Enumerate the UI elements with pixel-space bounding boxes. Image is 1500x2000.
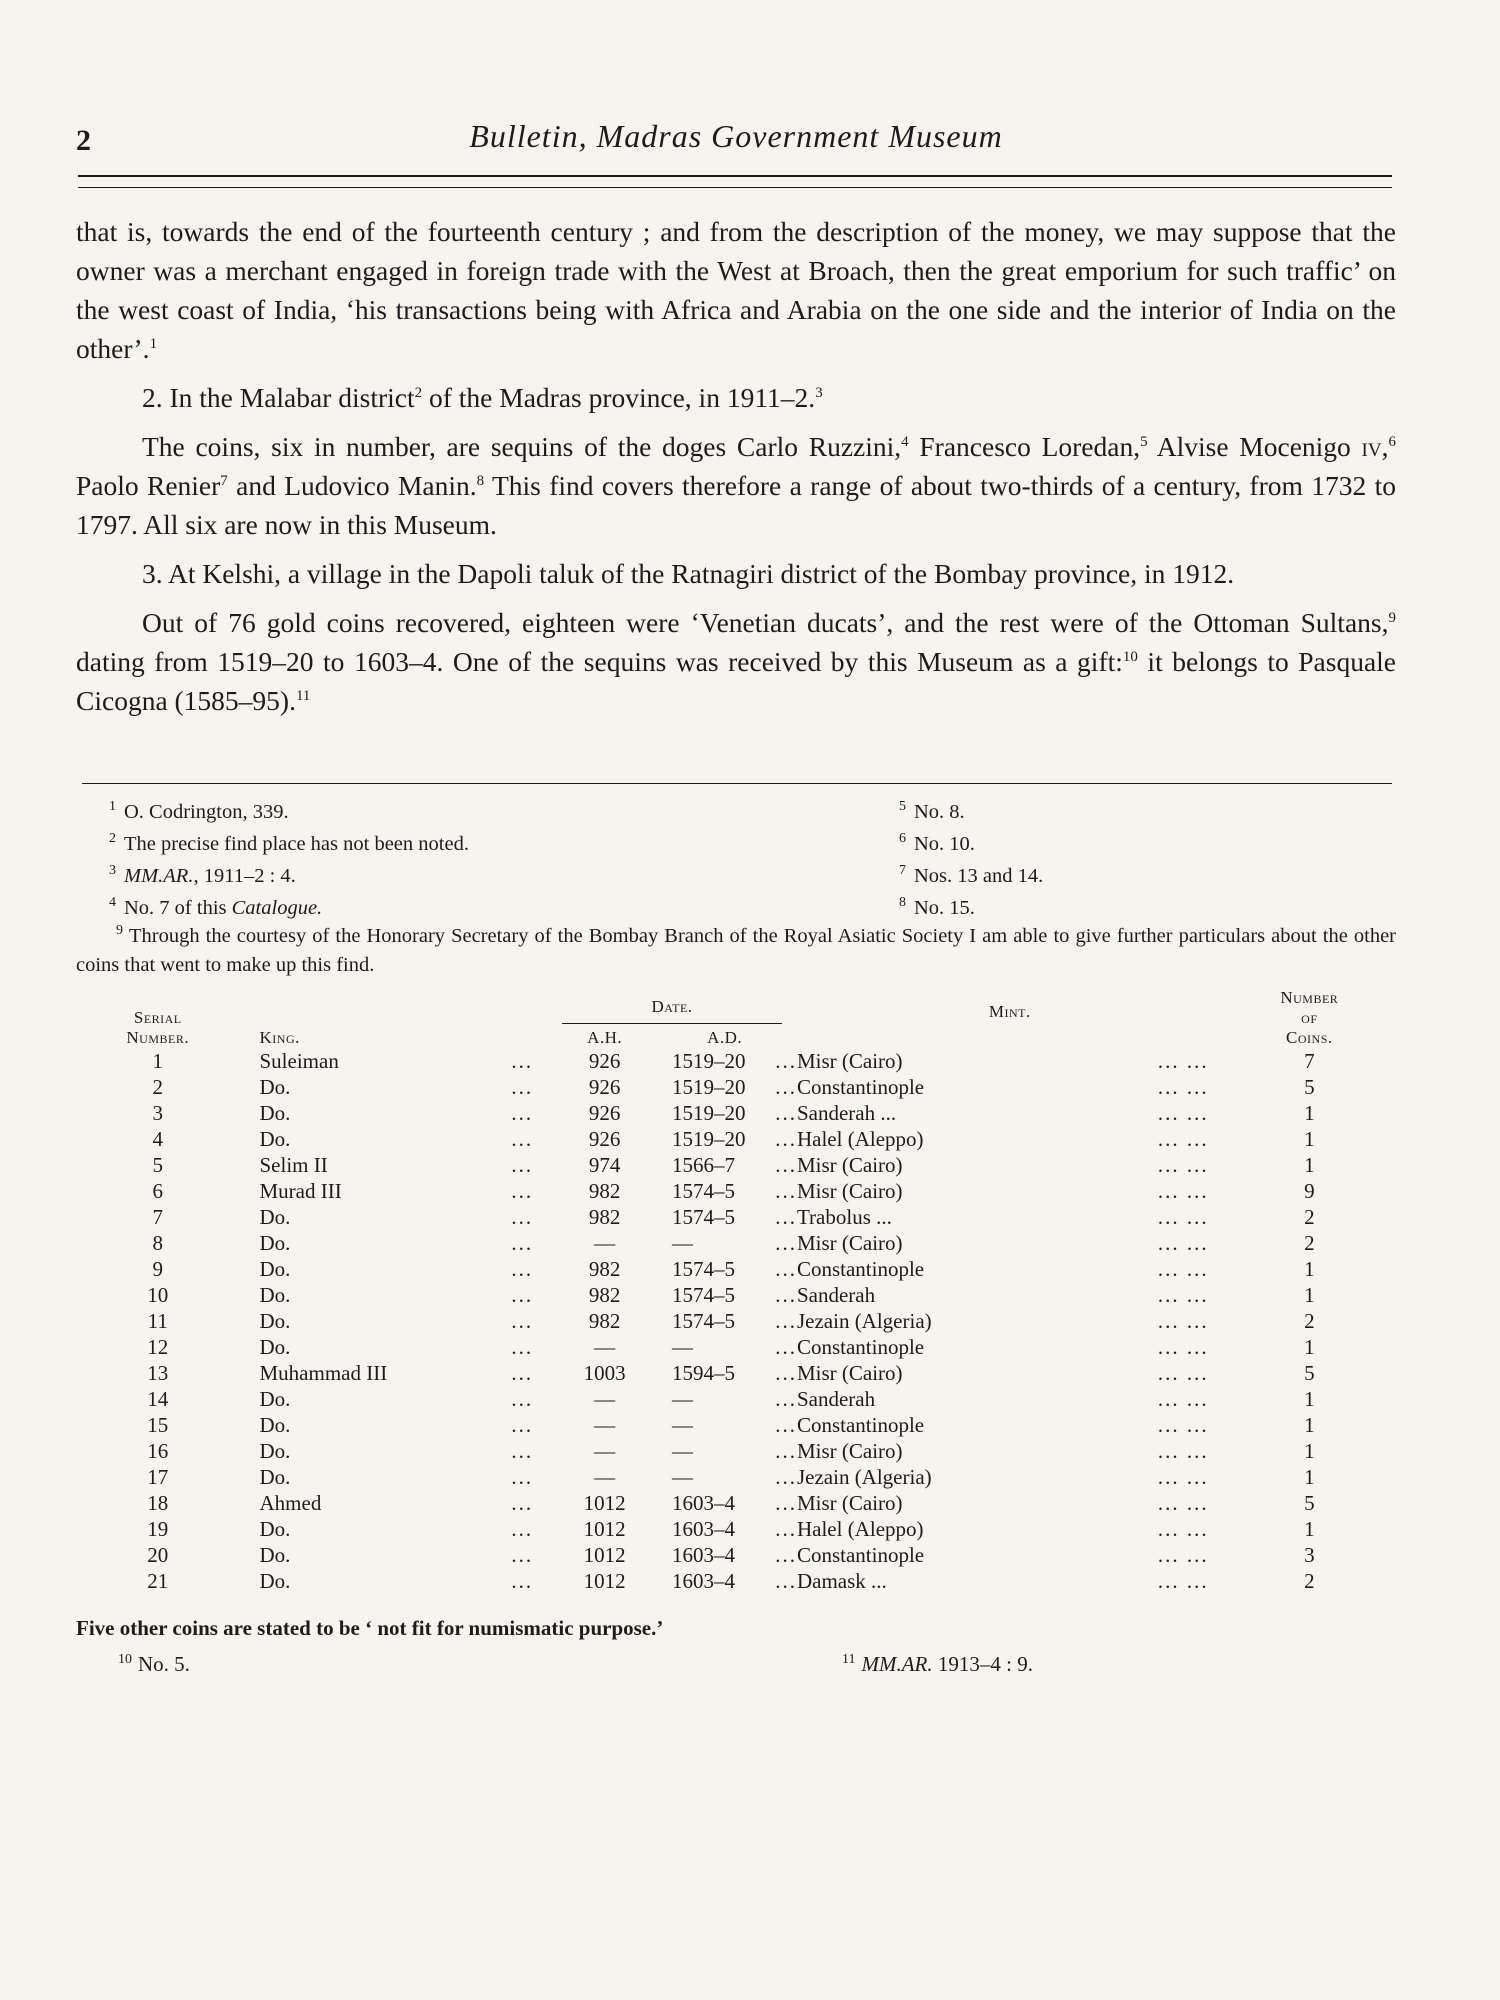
cell-ad: 1603–4 ...: [672, 1491, 797, 1515]
footnote-11: $^{11}$ MM.AR. 1913–4 : 9.: [842, 1652, 1033, 1676]
table-row: [76, 1282, 1396, 1308]
footnotes: [76, 796, 1396, 980]
cell-serial: 21: [147, 1569, 169, 1593]
cell-ah: 1012: [583, 1569, 626, 1593]
cell-count: 1: [1304, 1413, 1315, 1437]
cell-ah: 1003: [583, 1361, 626, 1385]
cell-mint: Halel (Aleppo) ... ...: [796, 1517, 1209, 1541]
cell-ad: 1519–20 ...: [672, 1049, 797, 1073]
header-number: Number of Coins.: [1280, 988, 1339, 1047]
table-row: [76, 1568, 1396, 1594]
cell-count: 1: [1304, 1257, 1315, 1281]
cell-ad: — ...: [672, 1465, 797, 1489]
cell-ah: 1012: [583, 1517, 626, 1541]
cell-serial: 10: [147, 1283, 169, 1307]
cell-ah: —: [594, 1231, 616, 1255]
paragraph-5: Out of 76 gold coins recovered, eighteen were ‘Venetian ducats’, and the rest were of the Ottoman Sultans,$^9$ dating from 1519–20 to 1603–4. One of the sequins was received by this Museum as a gift:$^{10}$ it belongs to Pasquale Cicogna (1585–95).$^{11}$: [76, 607, 1396, 716]
cell-ad: — ...: [672, 1387, 797, 1411]
cell-ah: 926: [588, 1101, 621, 1125]
cell-king: Do. ...: [259, 1569, 534, 1593]
cell-ad: 1519–20 ...: [672, 1127, 797, 1151]
cell-king: Do. ...: [259, 1335, 534, 1359]
table-row: [76, 1386, 1396, 1412]
table-row: [76, 1126, 1396, 1152]
cell-mint: Constantinople ... ...: [796, 1413, 1209, 1437]
cell-serial: 5: [152, 1153, 163, 1177]
cell-mint: Misr (Cairo) ... ...: [796, 1231, 1209, 1255]
table-row: [76, 1100, 1396, 1126]
cell-count: 1: [1304, 1335, 1315, 1359]
cell-mint: Sanderah ... ...: [796, 1387, 1209, 1411]
cell-king: Do. ...: [259, 1075, 534, 1099]
cell-ah: 982: [588, 1257, 621, 1281]
cell-king: Do. ...: [259, 1465, 534, 1489]
cell-serial: 16: [147, 1439, 169, 1463]
closing-note: Five other coins are stated to be ‘ not fit for numismatic purpose.’: [76, 1616, 664, 1640]
table-body: [76, 1048, 1396, 1594]
cell-ah: 982: [588, 1283, 621, 1307]
cell-ad: 1519–20 ...: [672, 1075, 797, 1099]
cell-count: 2: [1304, 1309, 1315, 1333]
cell-mint: Halel (Aleppo) ... ...: [796, 1127, 1209, 1151]
cell-ad: 1574–5 ...: [672, 1309, 797, 1333]
table-row: [76, 1178, 1396, 1204]
cell-count: 1: [1304, 1283, 1315, 1307]
header-date: Date. A.H. A.D.: [547, 988, 797, 1048]
table-row: [76, 1204, 1396, 1230]
cell-serial: 13: [147, 1361, 169, 1385]
cell-serial: 4: [152, 1127, 163, 1151]
paragraph-1: that is, towards the end of the fourteenth century ; and from the description of the money, we may suppose that the owner was a merchant engaged in foreign trade with the West at Broach, then the great emporium for such traffic’ on the west coast of India, ‘his transactions being with Africa and Arabia on the one side and the interior of India on the other’.$^1$: [76, 216, 1396, 364]
header-king: King.: [259, 1028, 300, 1047]
cell-ah: —: [594, 1335, 616, 1359]
cell-mint: Misr (Cairo) ... ...: [796, 1361, 1209, 1385]
cell-mint: Constantinople ... ...: [796, 1075, 1209, 1099]
footnote-6: 6 No. 10.: [899, 831, 975, 855]
cell-serial: 12: [147, 1335, 169, 1359]
cell-king: Do. ...: [259, 1257, 534, 1281]
cell-serial: 9: [152, 1257, 163, 1281]
cell-ad: 1566–7 ...: [672, 1153, 797, 1177]
header-rule: [78, 175, 1392, 188]
cell-king: Do. ...: [259, 1309, 534, 1333]
table-row: [76, 1256, 1396, 1282]
cell-serial: 20: [147, 1543, 169, 1567]
cell-serial: 3: [152, 1101, 163, 1125]
cell-serial: 1: [152, 1049, 163, 1073]
footnote-1: 1 O. Codrington, 339.: [109, 799, 289, 823]
cell-mint: Constantinople ... ...: [796, 1335, 1209, 1359]
cell-ad: 1574–5 ...: [672, 1205, 797, 1229]
cell-mint: Constantinople ... ...: [796, 1543, 1209, 1567]
cell-ad: — ...: [672, 1439, 797, 1463]
cell-mint: Misr (Cairo) ... ...: [796, 1153, 1209, 1177]
cell-ah: 926: [588, 1075, 621, 1099]
cell-serial: 7: [152, 1205, 163, 1229]
cell-ah: —: [594, 1387, 616, 1411]
cell-count: 2: [1304, 1231, 1315, 1255]
cell-king: Do. ...: [259, 1231, 534, 1255]
cell-ah: —: [594, 1413, 616, 1437]
cell-ah: 926: [588, 1127, 621, 1151]
cell-king: Do. ...: [259, 1283, 534, 1307]
table-row: [76, 1048, 1396, 1074]
footnote-rule: [82, 783, 1392, 784]
cell-mint: Misr (Cairo) ... ...: [796, 1439, 1209, 1463]
header-serial: Serial Number.: [126, 1008, 190, 1047]
cell-king: Do. ...: [259, 1439, 534, 1463]
cell-count: 1: [1304, 1153, 1315, 1177]
table-row: [76, 1074, 1396, 1100]
cell-mint: Misr (Cairo) ... ...: [796, 1049, 1209, 1073]
table-row: [76, 1152, 1396, 1178]
cell-mint: Sanderah ... ...: [796, 1283, 1209, 1307]
cell-count: 1: [1304, 1517, 1315, 1541]
table-row: [76, 1412, 1396, 1438]
cell-ad: 1594–5 ...: [672, 1361, 797, 1385]
cell-serial: 18: [147, 1491, 169, 1515]
cell-ad: 1603–4 ...: [672, 1517, 797, 1541]
table-row: [76, 1308, 1396, 1334]
cell-king: Murad III ...: [259, 1179, 534, 1203]
table-row: [76, 1360, 1396, 1386]
cell-ah: 974: [588, 1153, 621, 1177]
page-number: 2: [76, 124, 91, 157]
footnote-3: 3 MM.AR., 1911–2 : 4.: [109, 863, 296, 887]
cell-mint: Jezain (Algeria) ... ...: [796, 1465, 1209, 1489]
footnote-5: 5 No. 8.: [899, 799, 965, 823]
cell-ah: —: [594, 1439, 616, 1463]
cell-count: 1: [1304, 1439, 1315, 1463]
footnote-10: $^{10}$ No. 5.: [118, 1652, 190, 1676]
cell-count: 2: [1304, 1205, 1315, 1229]
footnote-4: 4 No. 7 of this Catalogue.: [109, 895, 323, 919]
coin-table: [76, 988, 1396, 1594]
paragraph-4: 3. At Kelshi, a village in the Dapoli taluk of the Ratnagiri district of the Bombay province, in 1912.: [142, 558, 1235, 589]
cell-ah: 1012: [583, 1491, 626, 1515]
cell-king: Do. ...: [259, 1517, 534, 1541]
cell-ad: — ...: [672, 1231, 797, 1255]
cell-king: Do. ...: [259, 1127, 534, 1151]
cell-ah: 982: [588, 1179, 621, 1203]
cell-king: Do. ...: [259, 1101, 534, 1125]
footnote-9: $^9$ Through the courtesy of the Honorary Secretary of the Bombay Branch of the Royal Asiatic Society I am able to give further particulars about the other coins that went to make up this find.: [76, 923, 1396, 976]
cell-count: 5: [1304, 1361, 1315, 1385]
cell-serial: 11: [147, 1309, 168, 1333]
paragraph-3: The coins, six in number, are sequins of the doges Carlo Ruzzini,$^4$ Francesco Loredan,$^5$ Alvise Mocenigo iv,$^6$ Paolo Renier$^7$ and Ludovico Manin.$^8$ This find covers therefore a range of about two-thirds of a century, from 1732 to 1797. All six are now in this Museum.: [76, 431, 1396, 540]
cell-ah: —: [594, 1465, 616, 1489]
cell-count: 5: [1304, 1491, 1315, 1515]
header-mint: Mint.: [988, 1002, 1031, 1021]
paragraph-2: 2. In the Malabar district$^2$ of the Madras province, in 1911–2.$^3$: [142, 382, 823, 413]
cell-count: 5: [1304, 1075, 1315, 1099]
cell-count: 1: [1304, 1101, 1315, 1125]
table-row: [76, 1230, 1396, 1256]
cell-mint: Trabolus ... ... ...: [796, 1205, 1209, 1229]
table-row: [76, 1542, 1396, 1568]
cell-serial: 15: [147, 1413, 169, 1437]
cell-serial: 19: [147, 1517, 169, 1541]
cell-mint: Sanderah ... ... ...: [796, 1101, 1209, 1125]
cell-mint: Jezain (Algeria) ... ...: [796, 1309, 1209, 1333]
cell-ad: 1574–5 ...: [672, 1179, 797, 1203]
cell-mint: Misr (Cairo) ... ...: [796, 1179, 1209, 1203]
cell-king: Do. ...: [259, 1413, 534, 1437]
cell-serial: 2: [152, 1075, 163, 1099]
cell-ad: 1574–5 ...: [672, 1283, 797, 1307]
cell-serial: 8: [152, 1231, 163, 1255]
cell-mint: Damask ... ... ...: [796, 1569, 1209, 1593]
running-title: Bulletin, Madras Government Museum: [469, 118, 1003, 154]
page-header: [76, 118, 1396, 168]
cell-ah: 1012: [583, 1543, 626, 1567]
cell-serial: 17: [147, 1465, 169, 1489]
footnote-7: 7 Nos. 13 and 14.: [899, 863, 1044, 887]
table-row: [76, 1438, 1396, 1464]
cell-king: Do. ...: [259, 1205, 534, 1229]
footnote-2: 2 The precise find place has not been noted.: [109, 831, 469, 855]
cell-mint: Constantinople ... ...: [796, 1257, 1209, 1281]
cell-ah: 926: [588, 1049, 621, 1073]
cell-mint: Misr (Cairo) ... ...: [796, 1491, 1209, 1515]
cell-count: 1: [1304, 1127, 1315, 1151]
table-row: [76, 1334, 1396, 1360]
table-row: [76, 1516, 1396, 1542]
cell-serial: 6: [152, 1179, 163, 1203]
cell-ad: 1519–20 ...: [672, 1101, 797, 1125]
cell-king: Selim II ...: [259, 1153, 534, 1177]
cell-ad: 1603–4 ...: [672, 1543, 797, 1567]
cell-count: 3: [1304, 1543, 1315, 1567]
cell-count: 1: [1304, 1465, 1315, 1489]
cell-ah: 982: [588, 1309, 621, 1333]
table-row: [76, 1464, 1396, 1490]
cell-count: 7: [1304, 1049, 1315, 1073]
cell-king: Do. ...: [259, 1543, 534, 1567]
cell-king: Suleiman ...: [259, 1049, 534, 1073]
cell-serial: 14: [147, 1387, 169, 1411]
cell-ad: 1603–4 ...: [672, 1569, 797, 1593]
cell-ad: — ...: [672, 1335, 797, 1359]
body-text: [76, 212, 1396, 720]
cell-count: 1: [1304, 1387, 1315, 1411]
cell-ah: 982: [588, 1205, 621, 1229]
cell-ad: — ...: [672, 1413, 797, 1437]
footnote-8: 8 No. 15.: [899, 895, 975, 919]
cell-ad: 1574–5 ...: [672, 1257, 797, 1281]
cell-king: Muhammad III ...: [259, 1361, 534, 1385]
cell-count: 2: [1304, 1569, 1315, 1593]
table-row: [76, 1490, 1396, 1516]
cell-king: Do. ...: [259, 1387, 534, 1411]
cell-king: Ahmed ...: [259, 1491, 534, 1515]
cell-count: 9: [1304, 1179, 1315, 1203]
table-header-row: [76, 988, 1396, 1048]
